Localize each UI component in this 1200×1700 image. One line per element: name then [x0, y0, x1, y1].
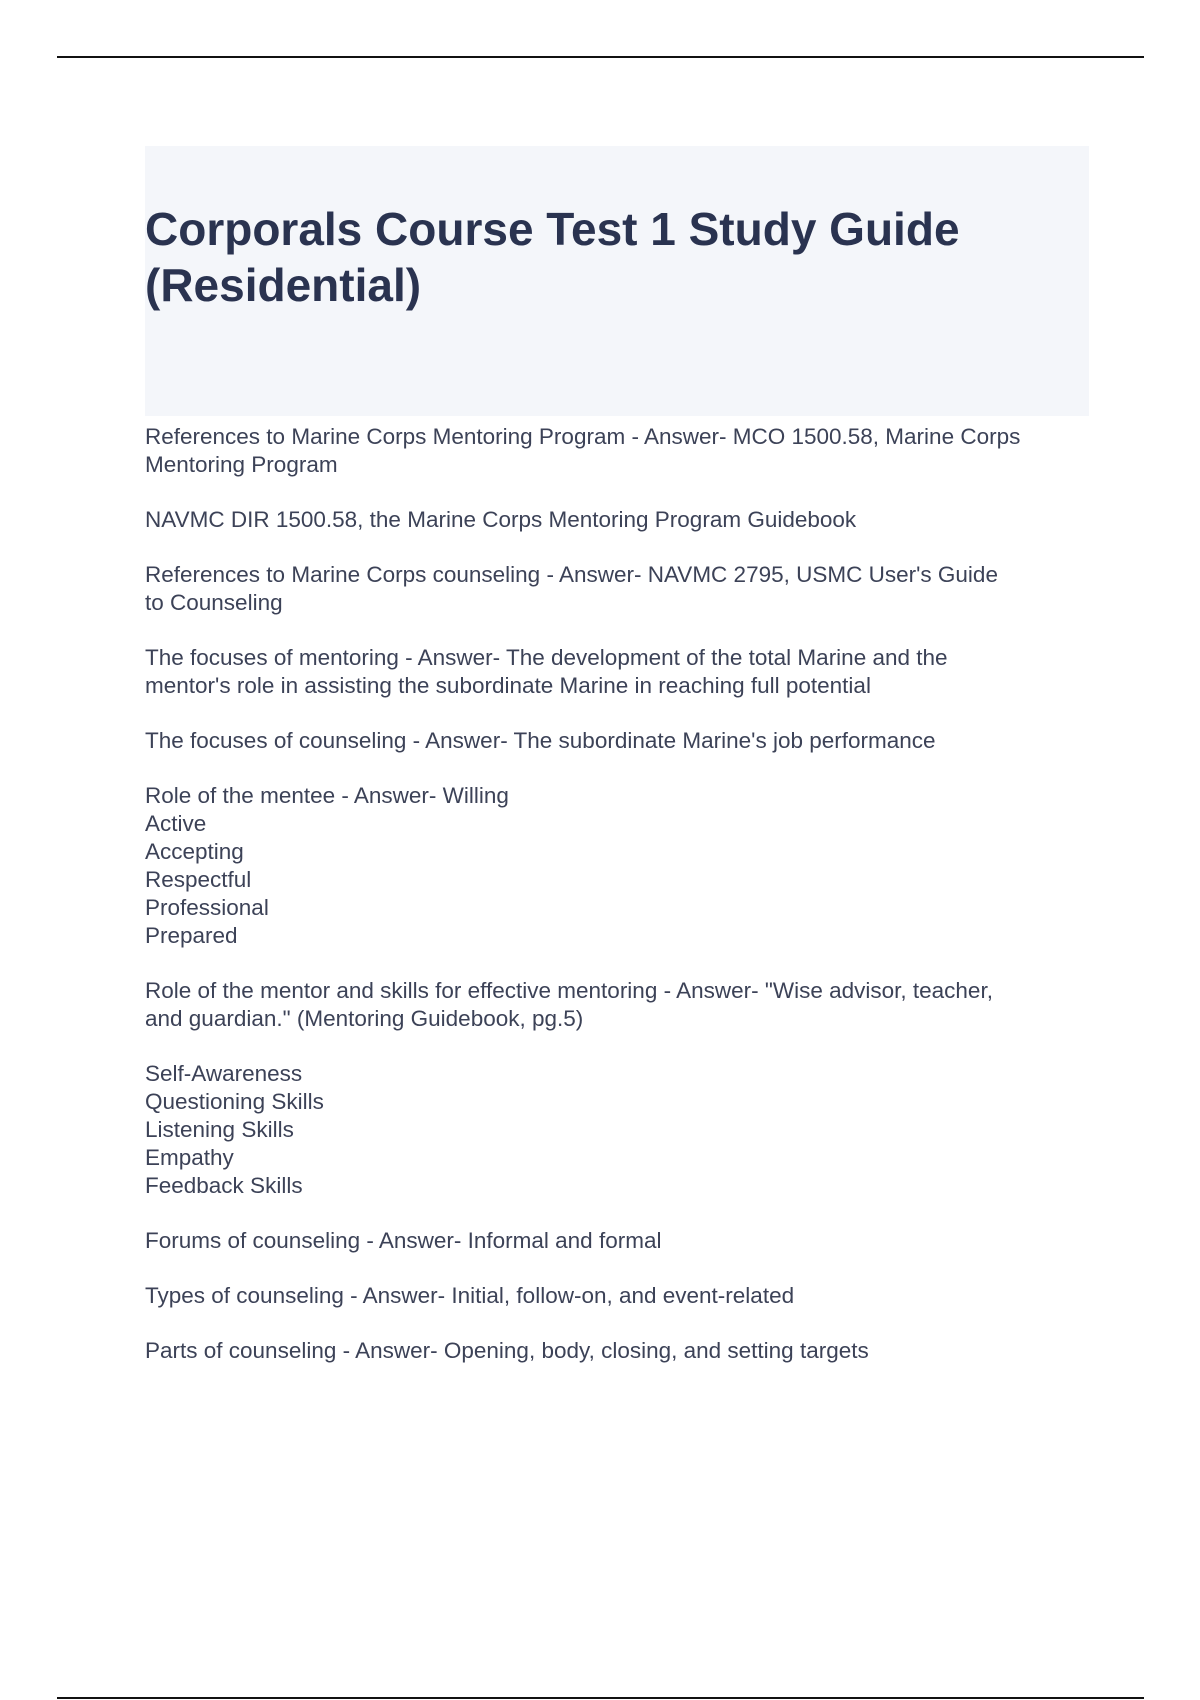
entry-line: The focuses of mentoring - Answer- The development of the total Marine and the: [145, 645, 948, 670]
entry-line: Role of the mentee - Answer- Willing: [145, 783, 509, 808]
entry-line: Self-Awareness: [145, 1061, 303, 1086]
entry-line: Mentoring Program: [145, 452, 338, 477]
entry-line: Role of the mentor and skills for effective mentoring - Answer- "Wise advisor, teacher,: [145, 978, 993, 1003]
entry-mentoring-references: [145, 423, 1089, 479]
entry-parts-of-counseling: [145, 1337, 1089, 1365]
entry-line: References to Marine Corps Mentoring Program - Answer- MCO 1500.58, Marine Corps: [145, 424, 1021, 449]
entry-line: Active: [145, 811, 207, 836]
study-guide-content: [145, 423, 1089, 1392]
title-line-1: Corporals Course Test 1 Study Guide: [145, 203, 960, 255]
entry-mentoring-skills: [145, 1060, 1089, 1200]
entry-line: and guardian." (Mentoring Guidebook, pg.5): [145, 1006, 584, 1031]
entry-role-of-mentor: [145, 977, 1089, 1033]
title-line-2: (Residential): [145, 259, 422, 311]
entry-line: The focuses of counseling - Answer- The subordinate Marine's job performance: [145, 728, 936, 753]
entry-line: Accepting: [145, 839, 244, 864]
entry-line: Listening Skills: [145, 1117, 294, 1142]
entry-line: Professional: [145, 895, 269, 920]
entry-line: to Counseling: [145, 590, 283, 615]
entry-focuses-of-mentoring: [145, 644, 1089, 700]
top-page-rule: [57, 56, 1144, 58]
entry-line: Types of counseling - Answer- Initial, follow-on, and event-related: [145, 1283, 795, 1308]
entry-line: Questioning Skills: [145, 1089, 324, 1114]
entry-line: Forums of counseling - Answer- Informal and formal: [145, 1228, 662, 1253]
entry-line: Prepared: [145, 923, 238, 948]
bottom-page-rule: [57, 1697, 1144, 1699]
title-block: [145, 146, 1089, 416]
entry-line: Feedback Skills: [145, 1173, 303, 1198]
entry-line: mentor's role in assisting the subordinate Marine in reaching full potential: [145, 673, 871, 698]
entry-line: References to Marine Corps counseling - Answer- NAVMC 2795, USMC User's Guide: [145, 562, 998, 587]
entry-counseling-references: [145, 561, 1089, 617]
entry-types-of-counseling: [145, 1282, 1089, 1310]
entry-line: Empathy: [145, 1145, 234, 1170]
entry-forums-of-counseling: [145, 1227, 1089, 1255]
document-title: [145, 201, 1089, 313]
entry-line: Parts of counseling - Answer- Opening, body, closing, and setting targets: [145, 1338, 869, 1363]
entry-line: NAVMC DIR 1500.58, the Marine Corps Mentoring Program Guidebook: [145, 507, 857, 532]
entry-focuses-of-counseling: [145, 727, 1089, 755]
entry-line: Respectful: [145, 867, 252, 892]
entry-role-of-mentee: [145, 782, 1089, 950]
entry-navmc-dir: [145, 506, 1089, 534]
